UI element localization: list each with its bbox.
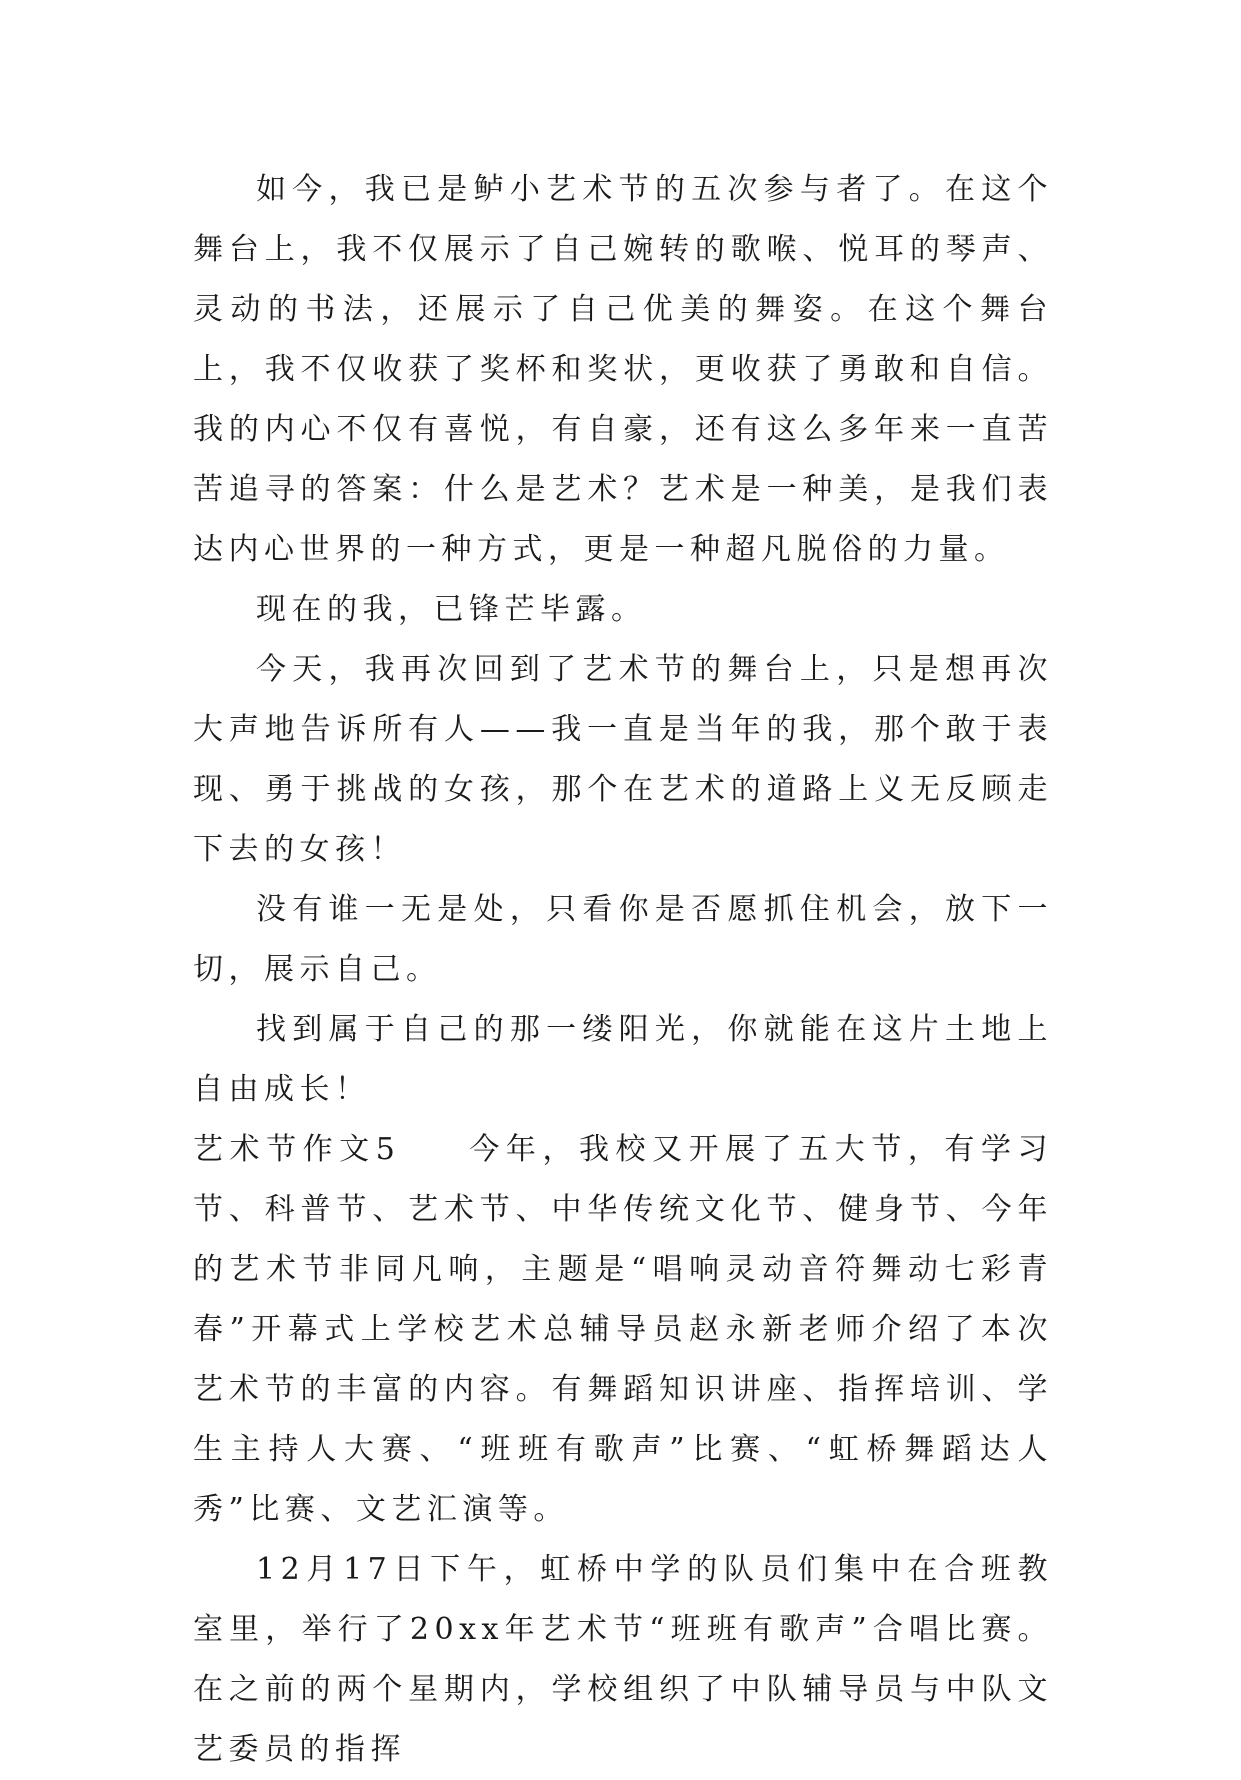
- paragraph-art-reflection: 如今，我已是鲈小艺术节的五次参与者了。在这个舞台上，我不仅展示了自己婉转的歌喉、悦耳的琴声、灵动的书法，还展示了自己优美的舞姿。在这个舞台上，我不仅收获了奖杯和奖状，更收获了勇敢和自信。我的内心不仅有喜悦，有自豪，还有这么多年来一直苦苦追寻的答案：什么是艺术？艺术是一种美，是我们表达内心世界的一种方式，更是一种超凡脱俗的力量。: [193, 172, 1053, 567]
- paragraph-now: 现在的我，已锋芒毕露。: [256, 592, 647, 627]
- paragraph-sunshine: 找到属于自己的那一缕阳光，你就能在这片土地上自由成长！: [193, 1012, 1053, 1107]
- paragraph-opportunity: 没有谁一无是处，只看你是否愿抓住机会，放下一切，展示自己。: [193, 892, 1053, 987]
- section-paragraph: [193, 1120, 1053, 1540]
- section-first-paragraph: 今年，我校又开展了五大节，有学习节、科普节、艺术节、中华传统文化节、健身节、今年的艺术节非同凡响，主题是“唱响灵动音符舞动七彩青春”开幕式上学校艺术总辅导员赵永新老师介绍了本次艺术节的丰富的内容。有舞蹈知识讲座、指挥培训、学生主持人大赛、“班班有歌声”比赛、“虹桥舞蹈达人秀”比赛、文艺汇演等。: [193, 1132, 1054, 1527]
- section-title: 艺术节作文5: [193, 1132, 401, 1167]
- paragraph-choir-contest: 12月17日下午，虹桥中学的队员们集中在合班教室里，举行了20xx年艺术节“班班有歌声”合唱比赛。在之前的两个星期内，学校组织了中队辅导员与中队文艺委员的指挥: [193, 1552, 1053, 1767]
- document-body: [193, 160, 1053, 1780]
- paragraph-today: 今天，我再次回到了艺术节的舞台上，只是想再次大声地告诉所有人——我一直是当年的我，那个敢于表现、勇于挑战的女孩，那个在艺术的道路上义无反顾走下去的女孩！: [193, 652, 1053, 867]
